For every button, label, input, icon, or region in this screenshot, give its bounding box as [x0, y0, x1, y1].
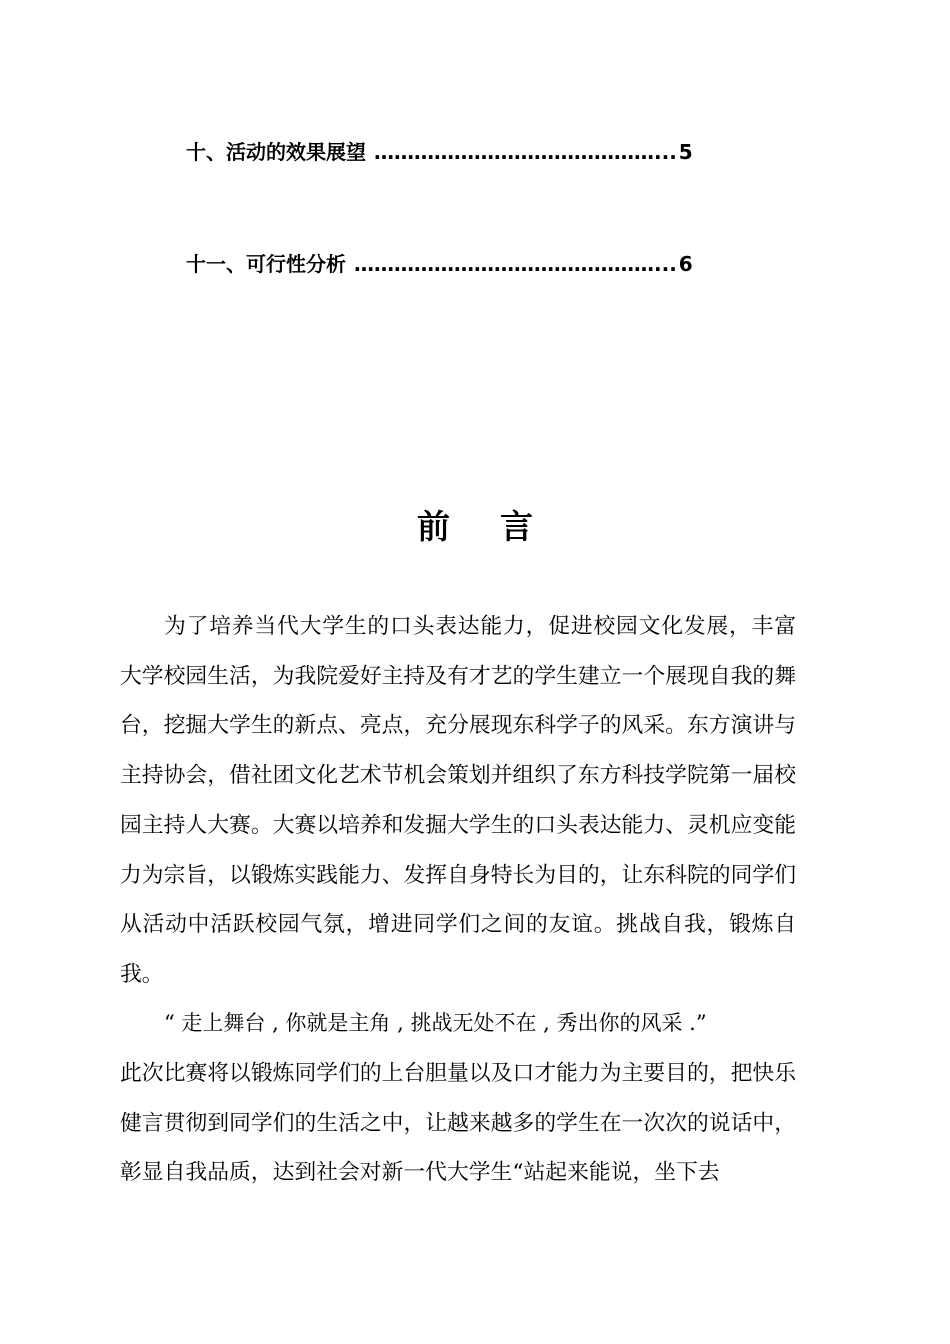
toc-entry-title: 十、活动的效果展望	[186, 140, 366, 164]
toc-entry-10[interactable]	[186, 138, 722, 166]
toc-page-number: 6	[678, 252, 693, 276]
toc-leader-dots: ………………………………………	[354, 252, 654, 276]
toc-trailing-dots: ...	[654, 252, 677, 276]
toc-page-number: 5	[678, 140, 693, 164]
toc-entry-title: 十一、可行性分析	[186, 252, 346, 276]
preface-quote: “ 走上舞台 , 你就是主角 , 挑战无处不在 , 秀出你的风采 .”	[164, 1011, 707, 1035]
toc-leader-dots: ……………………………………	[374, 140, 654, 164]
preface-paragraph-1: 为了培养当代大学生的口头表达能力，促进校园文化发展，丰富大学校园生活，为我院爱好主持及有才艺的学生建立一个展现自我的舞台，挖掘大学生的新点、亮点，充分展现东科学子的风采。东方演讲与主持协会，借社团文化艺术节机会策划并组织了东方科技学院第一届校园主持人大赛。大赛以培养和发掘大学生的口头表达能力、灵机应变能力为宗旨，以锻炼实践能力、发挥自身特长为目的，让东科院的同学们从活动中活跃校园气氛，增进同学们之间的友谊。挑战自我，锻炼自我。	[120, 614, 796, 987]
preface-heading: 前言	[417, 507, 583, 546]
toc-trailing-dots: ...	[654, 140, 677, 164]
toc-entry-11[interactable]	[186, 250, 722, 278]
preface-paragraph-2: 此次比赛将以锻炼同学们的上台胆量以及口才能力为主要目的，把快乐健言贯彻到同学们的生活之中，让越来越多的学生在一次次的说话中，彰显自我品质，达到社会对新一代大学生“站起来能说，坐下去	[120, 1061, 796, 1186]
